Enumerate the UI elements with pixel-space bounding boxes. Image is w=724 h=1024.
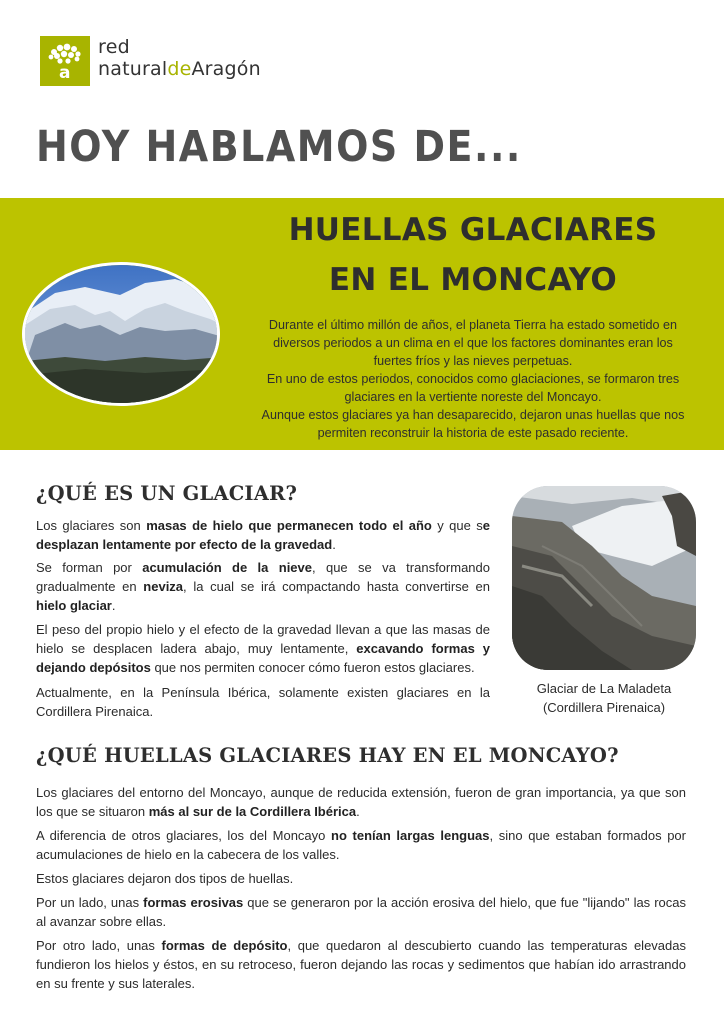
paragraph xyxy=(36,936,686,993)
logo-word-aragon: Aragón xyxy=(191,58,261,80)
text-run: A diferencia de otros glaciares, los del Moncayo xyxy=(36,828,332,843)
intro-line: Aunque estos glaciares ya han desaparecido, dejaron unas huellas que nos xyxy=(261,408,685,422)
intro-title-line1: HUELLAS GLACIARES xyxy=(288,212,658,248)
bold-run: más al sur de la Cordillera Ibérica xyxy=(148,804,357,819)
bold-run: masas de hielo que permanecen todo el año xyxy=(146,518,432,533)
text-run: , la cual se irá compactando hasta convertirse en xyxy=(183,579,490,594)
paragraph xyxy=(36,783,686,821)
paragraph xyxy=(36,558,490,615)
intro-line: diversos periodos a un clima en el que los factores dominantes eran los xyxy=(273,336,673,350)
text-run: y que s xyxy=(431,518,483,533)
paragraph: Actualmente, en la Península Ibérica, solamente existen glaciares en la Cordillera Pirenaica. xyxy=(36,685,490,719)
logo-text xyxy=(98,36,261,80)
text-run: , sino que estaban formados por acumulaciones de hielo en la cabecera de los valles. xyxy=(36,828,686,862)
paragraph xyxy=(36,826,686,864)
bold-run: neviza xyxy=(143,579,184,594)
bold-run: excavando formas y dejando depósitos xyxy=(36,641,490,675)
paragraph: Estos glaciares dejaron dos tipos de huellas. xyxy=(36,871,294,886)
section-heading-que-es-glaciar: ¿QUÉ ES UN GLACIAR? xyxy=(36,482,298,505)
section-heading-huellas-moncayo: ¿QUÉ HUELLAS GLACIARES HAY EN EL MONCAYO? xyxy=(36,744,619,767)
intro-title-line2: EN EL MONCAYO xyxy=(328,262,618,298)
text-run: , que quedaron al descubierto cuando las temperaturas elevadas fundieron los hielos y éstos, en su retroceso, fueron dejando las rocas y sedimentos que habían ido arrastrando en su frente y sus laterales. xyxy=(36,938,686,991)
bold-run: formas de depósito xyxy=(161,938,288,953)
intro-line: Durante el último millón de años, el planeta Tierra ha estado sometido en xyxy=(268,318,678,332)
bold-run: no tenían largas lenguas xyxy=(331,828,490,843)
caption-line: (Cordillera Pirenaica) xyxy=(542,700,666,715)
text-run: Los glaciares son xyxy=(36,518,147,533)
text-run: . xyxy=(356,804,360,819)
text-run: Por un lado, unas xyxy=(36,895,144,910)
text-run: Por otro lado, unas xyxy=(36,938,162,953)
maladeta-glacier-photo xyxy=(512,486,696,670)
logo-line-red: red xyxy=(98,36,131,58)
bold-run: formas erosivas xyxy=(143,895,244,910)
text-run: Los glaciares del entorno del Moncayo, aunque de reducida extensión, fueron de gran importancia, ya que son los que se situaron xyxy=(36,785,686,819)
text-run: Se forman por xyxy=(36,560,143,575)
text-run: que se generaron por la acción erosiva del hielo, que fue "lijando" las rocas al avanzar sobre ellas. xyxy=(36,895,686,929)
text-run: . xyxy=(111,598,116,613)
text-run: El peso del propio hielo y el efecto de la gravedad llevan a que las masas de hielo se desplacen ladera abajo, muy lentamente, xyxy=(36,622,490,656)
text-run: . xyxy=(332,537,336,552)
caption-line: Glaciar de La Maladeta xyxy=(536,681,672,696)
intro-text xyxy=(240,316,706,442)
logo-line-natural xyxy=(98,58,261,80)
bold-run: hielo glaciar xyxy=(36,598,112,613)
logo-mark-letter: a xyxy=(59,63,71,83)
intro-line: En uno de estos periodos, conocidos como glaciaciones, se formaron tres xyxy=(266,372,680,386)
bold-run: acumulación de la nieve xyxy=(142,560,312,575)
text-run: , que se va transformando gradualmente en xyxy=(36,560,490,594)
moncayo-photo xyxy=(22,262,220,406)
bold-run: e desplazan lentamente por efecto de la gravedad xyxy=(36,518,491,552)
logo[interactable] xyxy=(40,36,261,86)
main-heading: HOY HABLAMOS DE... xyxy=(36,122,522,172)
logo-mark xyxy=(40,36,90,86)
intro-line: glaciares en la vertiente noreste del Moncayo. xyxy=(344,390,602,404)
paragraph xyxy=(36,893,686,931)
logo-word-de: de xyxy=(167,58,192,80)
intro-line: fuertes fríos y las nieves perpetuas. xyxy=(373,354,573,368)
intro-line: permiten reconstruir la historia de este pasado reciente. xyxy=(317,426,629,440)
photo-caption xyxy=(504,679,704,717)
logo-word-natural: natural xyxy=(98,58,168,80)
text-run: que nos permiten conocer cómo fueron estos glaciares. xyxy=(150,660,475,675)
paragraph xyxy=(36,620,490,677)
paragraph xyxy=(36,516,490,554)
